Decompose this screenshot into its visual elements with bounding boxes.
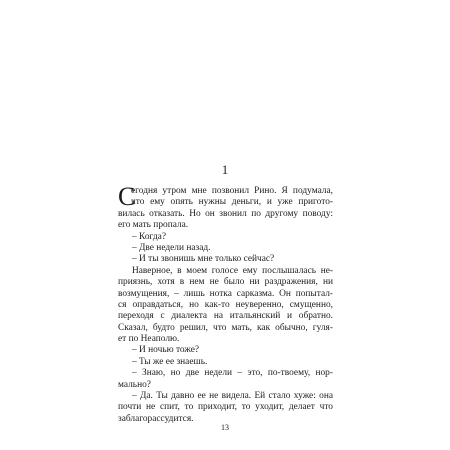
dialogue-line: мально? bbox=[118, 379, 151, 390]
body-text bbox=[118, 182, 333, 425]
dialogue-line: заблагорассудится. bbox=[118, 413, 194, 424]
paragraph-line: Сказал, будто решил, что мать, как обычно, гуля- bbox=[118, 322, 333, 333]
dialogue-line: почти не спит, то приходит, то уходит, делает что bbox=[118, 402, 333, 413]
dialogue-line: – Знаю, но две недели – это, по-твоему, нор- bbox=[132, 368, 333, 379]
dialogue-line: – И ты звонишь мне только сейчас? bbox=[132, 254, 275, 265]
dialogue-line: – Когда? bbox=[132, 231, 166, 242]
dialogue-line: – Ты же ее знаешь. bbox=[132, 356, 208, 367]
dialogue-line: – И ночью тоже? bbox=[132, 345, 200, 356]
paragraph-line: возмущения, – лишь нотка сарказма. Он попытал- bbox=[118, 288, 333, 299]
text-line-4: его мать пропала. bbox=[118, 220, 189, 231]
text-line-2: что ему опять нужны деньги, и уже пригото- bbox=[131, 197, 333, 208]
text-line-3: вилась отказать. Но он звонил по другому поводу: bbox=[118, 208, 333, 219]
page-number: 13 bbox=[221, 423, 229, 432]
paragraph-line: приязнь, хотя в нем не было ни раздражения, ни bbox=[118, 277, 333, 288]
paragraph-line: ся оправдаться, но как-то неуверенно, смущенно, bbox=[118, 299, 333, 310]
dialogue-line: – Две недели назад. bbox=[132, 242, 211, 253]
drop-cap: С bbox=[118, 182, 136, 211]
paragraph-line: Наверное, в моем голосе ему послышалась не- bbox=[132, 265, 333, 276]
paragraph-line: переходя с диалекта на итальянский и обратно. bbox=[118, 311, 333, 322]
text-line-1-content: егодня утром мне позвонил Рино. Я подумала, bbox=[131, 186, 333, 196]
paragraph-line: ет по Неаполю. bbox=[118, 334, 180, 345]
chapter-number: 1 bbox=[221, 162, 229, 177]
dialogue-line: – Да. Ты давно ее не видела. Ей стало хуже: она bbox=[132, 391, 333, 402]
